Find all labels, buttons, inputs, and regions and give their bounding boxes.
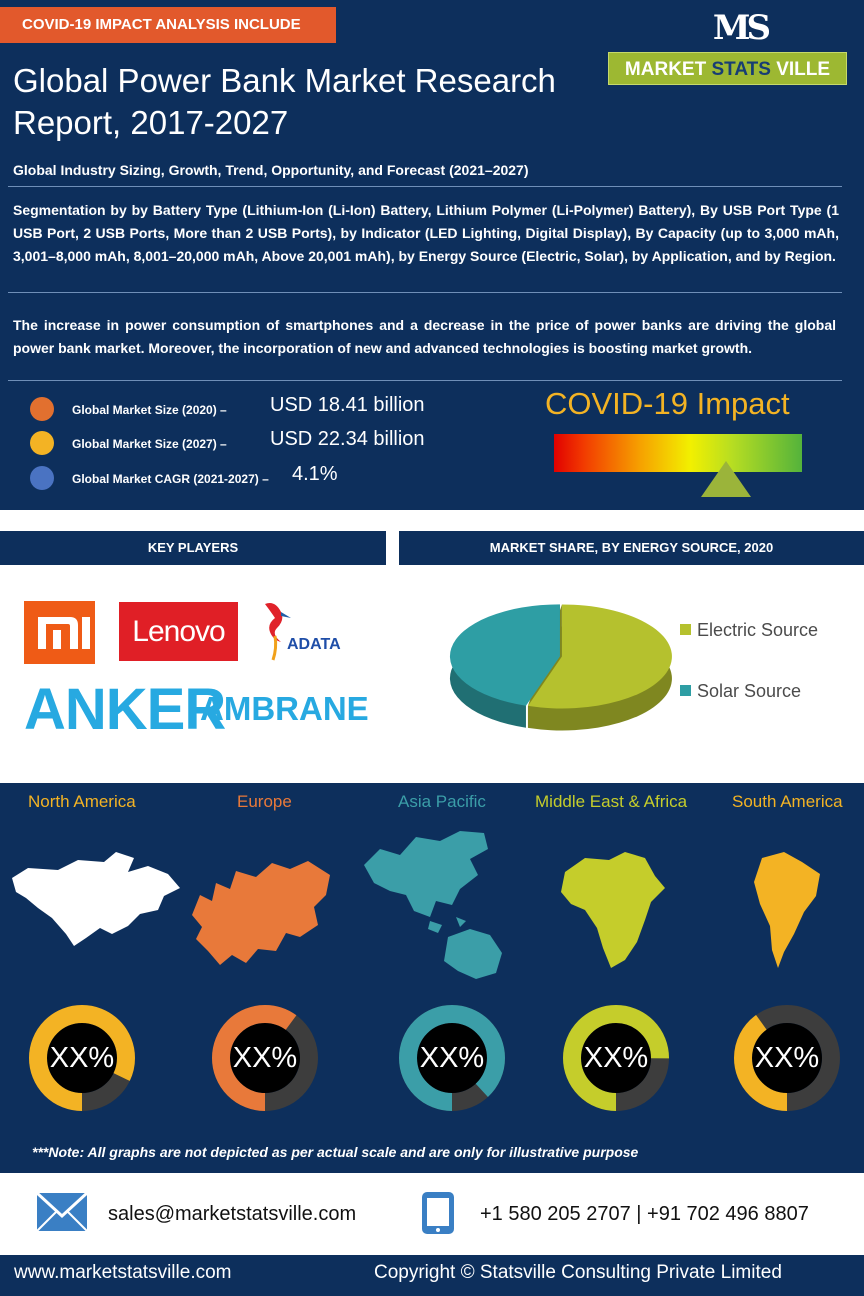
bullet-blue-icon xyxy=(30,466,54,490)
region-donut-south-america xyxy=(733,1004,841,1112)
key-players-header: KEY PLAYERS xyxy=(0,531,386,565)
region-donut-asia-pacific xyxy=(398,1004,506,1112)
region-percentage: XX% xyxy=(583,1042,649,1074)
region-donut-europe xyxy=(211,1004,319,1112)
adata-logo-text: ADATA xyxy=(287,636,341,653)
legend-swatch xyxy=(680,624,691,635)
north-america-map-icon xyxy=(8,848,184,950)
divider xyxy=(8,186,842,187)
xiaomi-logo xyxy=(24,601,95,664)
report-title: Global Power Bank Market Research Report, 2017-2027 xyxy=(13,62,556,141)
stat-value: USD 22.34 billion xyxy=(270,428,425,450)
asia-pacific-map-icon xyxy=(360,825,510,985)
brand-name-part2: STATS xyxy=(711,59,771,80)
legend-label: Electric Source xyxy=(697,620,819,640)
region-donut-north-america xyxy=(28,1004,136,1112)
covid-impact-title: COVID-19 Impact xyxy=(545,386,790,421)
stat-label: Global Market Size (2027) – xyxy=(72,437,227,451)
region-label-asia-pacific: Asia Pacific xyxy=(398,792,486,811)
region-label-south-america: South America xyxy=(732,792,843,811)
brand-name-part3: VILLE xyxy=(770,59,831,80)
covid-impact-gauge xyxy=(554,434,802,472)
contact-email-link[interactable]: sales@marketstatsville.com xyxy=(108,1203,357,1225)
divider xyxy=(8,380,842,381)
adata-logo xyxy=(255,598,365,663)
stat-label: Global Market Size (2020) – xyxy=(72,403,227,417)
ambrane-logo: AMBRANE xyxy=(200,690,369,727)
region-label-mea: Middle East & Africa xyxy=(535,792,688,811)
region-label-europe: Europe xyxy=(237,792,292,811)
website-link[interactable]: www.marketstatsville.com xyxy=(14,1262,232,1283)
energy-source-pie-chart xyxy=(436,600,676,740)
lenovo-logo: Lenovo xyxy=(119,602,238,661)
phone-icon xyxy=(420,1190,456,1236)
report-subtitle: Global Industry Sizing, Growth, Trend, Opportunity, and Forecast (2021–2027) xyxy=(13,162,529,178)
illustrative-note: ***Note: All graphs are not depicted as per actual scale and are only for illustrative purpose xyxy=(32,1144,639,1160)
stat-value: 4.1% xyxy=(292,463,338,485)
contact-phone[interactable]: +1 580 205 2707 | +91 702 496 8807 xyxy=(480,1203,809,1225)
middle-east-africa-map-icon xyxy=(555,848,670,972)
intro-text: The increase in power consumption of smartphones and a decrease in the price of power banks are driving the global power bank market. Moreover, the incorporation of new and advanced technologies is boosting market growth. xyxy=(13,317,836,356)
brand-logo[interactable] xyxy=(608,52,847,85)
region-donut-mea xyxy=(562,1004,670,1112)
gauge-pointer-icon xyxy=(701,461,751,497)
divider xyxy=(8,292,842,293)
region-percentage: XX% xyxy=(232,1042,298,1074)
market-share-header: MARKET SHARE, BY ENERGY SOURCE, 2020 xyxy=(399,531,864,565)
email-icon xyxy=(36,1192,88,1232)
bullet-orange-icon xyxy=(30,397,54,421)
legend-label: Solar Source xyxy=(697,681,802,701)
segmentation-text: Segmentation by by Battery Type (Lithium-Ion (Li-Ion) Battery, Lithium Polymer (Li-Polymer) Battery), By USB Port Type (1 USB Port, 2 USB Ports, More than 2 USB Ports), by Indicator (LED Lighting, Digital Display), By Capacity (up to 3,000 mAh, 3,001–8,000 mAh, 8,001–20,000 mAh, Above 20,001 mAh), by Energy Source (Electric, Solar), by Application, and by Region. xyxy=(13,202,839,264)
covid-impact-tag: COVID-19 IMPACT ANALYSIS INCLUDE xyxy=(0,7,336,43)
brand-name-part1: MARKET xyxy=(624,59,712,80)
region-percentage: XX% xyxy=(419,1042,485,1074)
region-percentage: XX% xyxy=(754,1042,820,1074)
legend-swatch xyxy=(680,685,691,696)
anker-logo: ANKER xyxy=(24,677,226,742)
europe-map-icon xyxy=(186,855,336,970)
bullet-yellow-icon xyxy=(30,431,54,455)
copyright-text: Copyright © Statsville Consulting Private Limited xyxy=(374,1262,782,1283)
legend-item-electric xyxy=(680,620,818,641)
legend-item-solar xyxy=(680,681,801,702)
brand-logo-mark: MS xyxy=(712,8,768,48)
region-label-north-america: North America xyxy=(28,792,136,811)
stat-label: Global Market CAGR (2021-2027) – xyxy=(72,472,269,486)
region-percentage: XX% xyxy=(49,1042,115,1074)
south-america-map-icon xyxy=(750,850,830,970)
stat-value: USD 18.41 billion xyxy=(270,394,425,416)
